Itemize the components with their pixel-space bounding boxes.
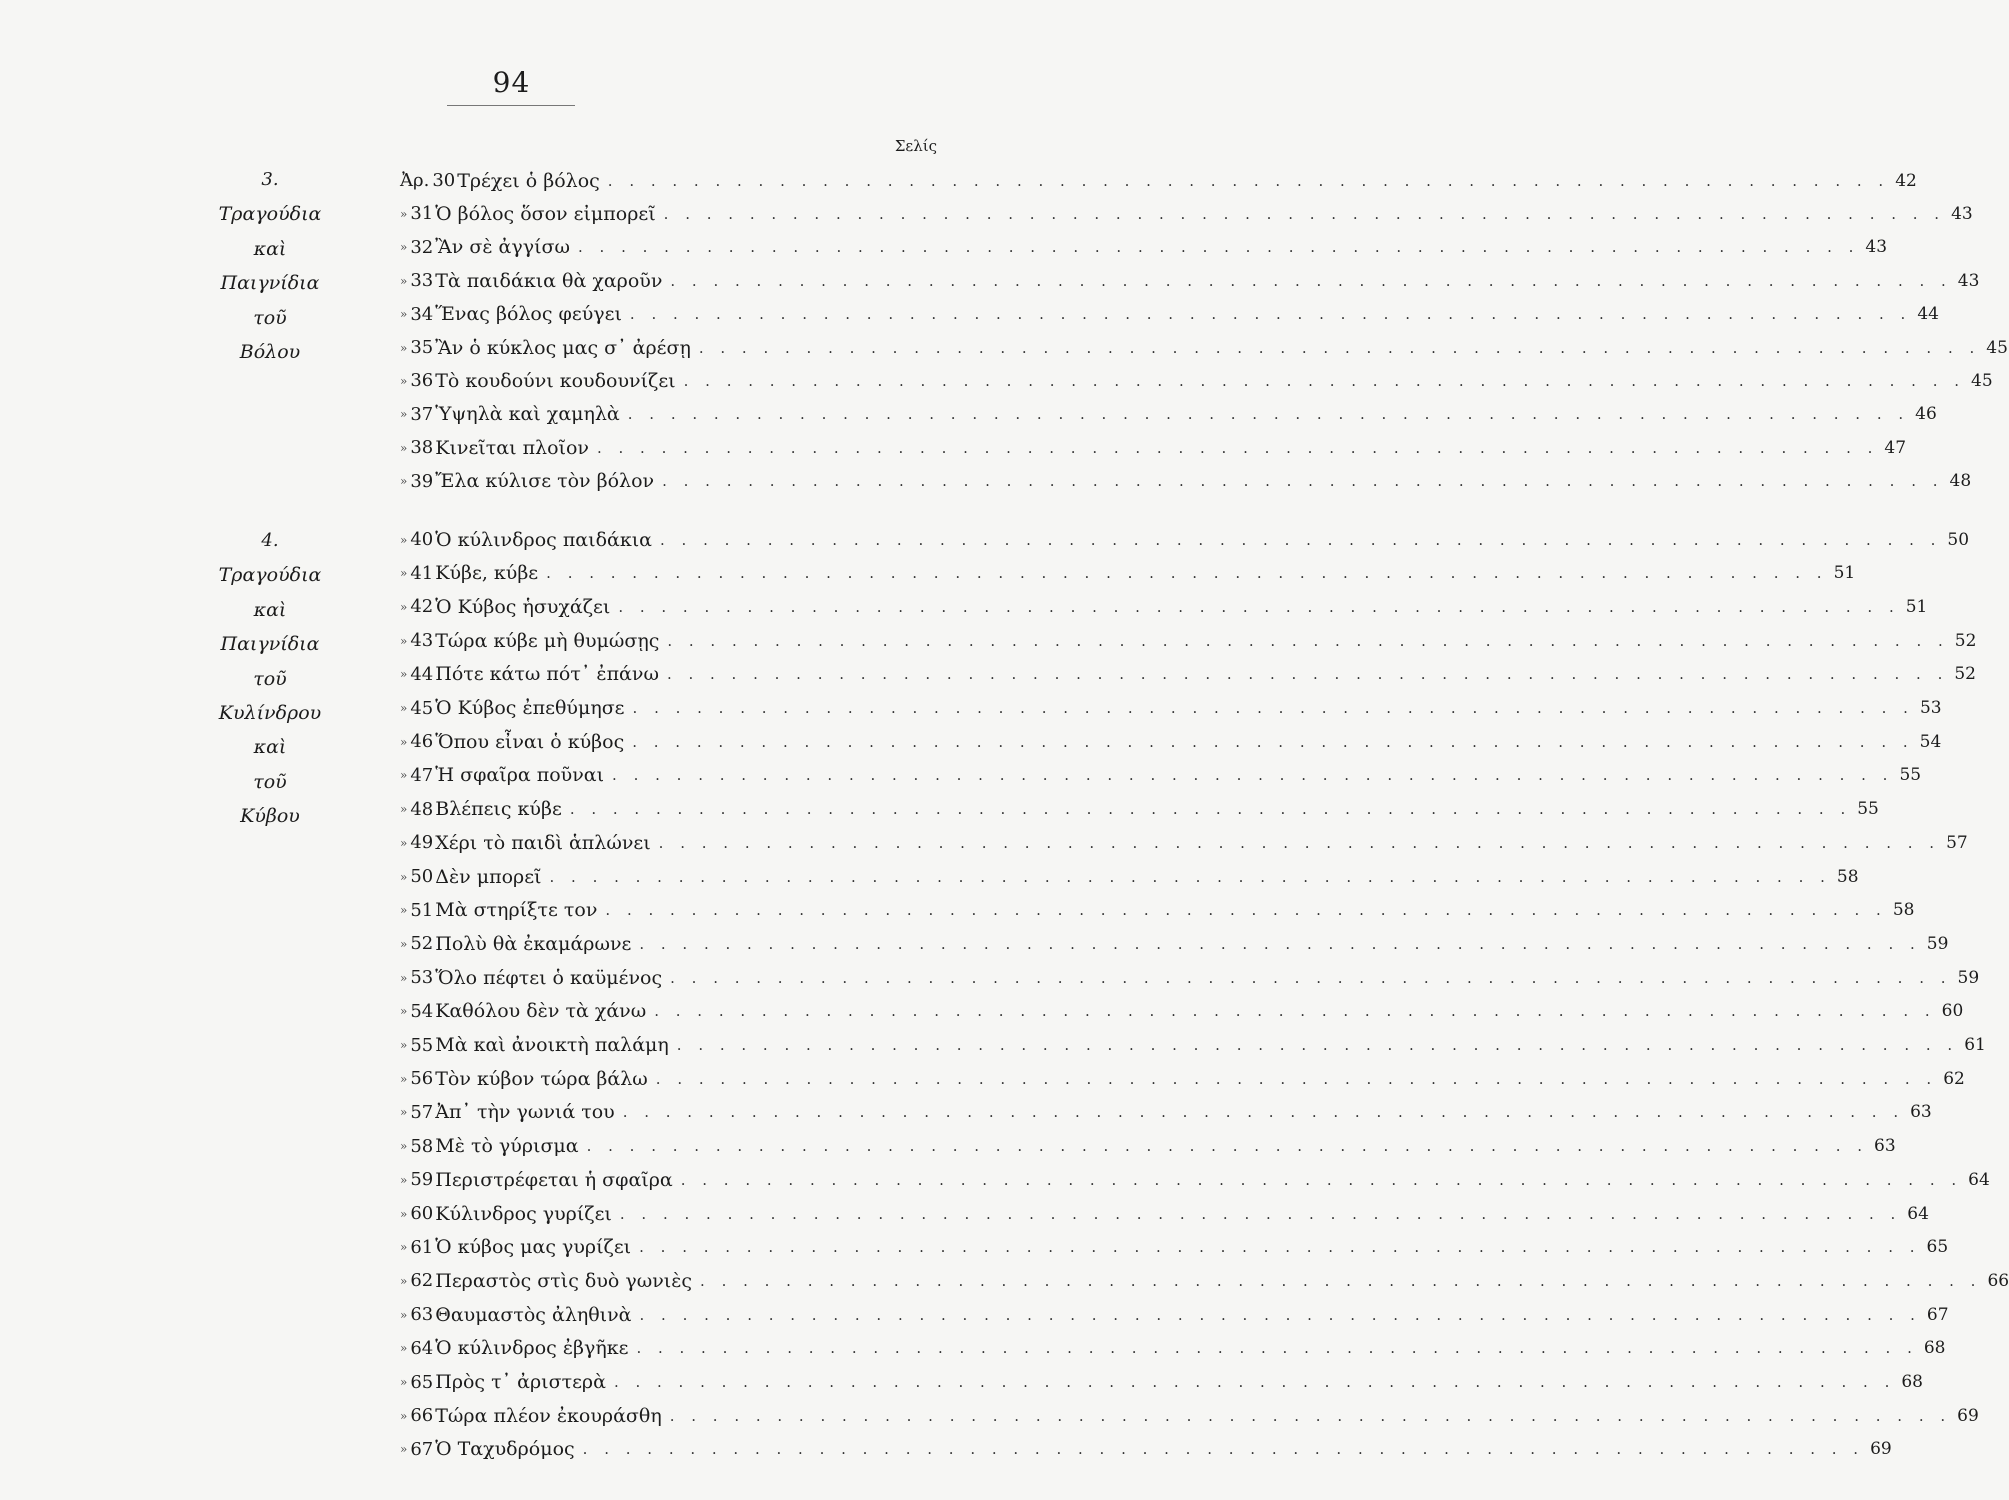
entry-title: Ὁ Κύβος ἡσυχάζει (435, 595, 611, 618)
dot-leader: . . . . . . . . . . . . . . . . . . . . . . . . . . . . . . . . . . . . . . . . . . . . . . . . . . . . . . . . . . . . (680, 1170, 1963, 1189)
dot-leader: . . . . . . . . . . . . . . . . . . . . . . . . . . . . . . . . . . . . . . . . . . . . . . . . . . . . . . . . . . . . (639, 1305, 1921, 1324)
section-title-line: Παιγνίδια (220, 272, 320, 295)
entry-prefix: » (400, 1038, 408, 1052)
entry-prefix: » (400, 474, 408, 489)
dot-leader: . . . . . . . . . . . . . . . . . . . . . . . . . . . . . . . . . . . . . . . . . . . . . . . . . . . . . . . . . . . . (655, 1069, 1938, 1088)
entry-number: 60 (410, 1203, 434, 1224)
toc-entry (400, 1130, 1896, 1163)
entry-page: 63 (1910, 1102, 1932, 1123)
toc-entry (400, 1399, 1979, 1432)
dot-leader: . . . . . . . . . . . . . . . . . . . . . . . . . . . . . . . . . . . . . . . . . . . . . . . . . . . . . . . . . . . . (546, 564, 1828, 583)
section-title-line: τοῦ (253, 306, 287, 329)
entry-number: 55 (410, 1034, 434, 1056)
toc-entry (400, 995, 1964, 1028)
entry-title: Τὰ παιδάκια θὰ χαροῦν (435, 269, 663, 292)
toc-entry (400, 1366, 1923, 1399)
section-title-line: τοῦ (253, 770, 287, 793)
toc-entry (400, 1197, 1929, 1230)
entry-number: 45 (410, 697, 434, 719)
entry-page: 46 (1915, 404, 1937, 425)
dot-leader: . . . . . . . . . . . . . . . . . . . . . . . . . . . . . . . . . . . . . . . . . . . . . . . . . . . . . . . . . . . . (632, 732, 1914, 751)
dot-leader: . . . . . . . . . . . . . . . . . . . . . . . . . . . . . . . . . . . . . . . . . . . . . . . . . . . . . . . . . . . . (629, 305, 1912, 324)
toc-entry (400, 658, 1976, 691)
dot-leader: . . . . . . . . . . . . . . . . . . . . . . . . . . . . . . . . . . . . . . . . . . . . . . . . . . . . . . . . . . . . (658, 833, 1941, 852)
entry-prefix: » (400, 599, 408, 614)
entry-title: Ἂν σὲ ἀγγίσω (435, 236, 571, 259)
entry-title: Βλέπεις κύβε (435, 798, 562, 821)
entry-title: Πρὸς τ᾽ ἀριστερὰ (435, 1371, 606, 1393)
entry-title: Περιστρέφεται ἡ σφαῖρα (435, 1168, 673, 1191)
dot-leader: . . . . . . . . . . . . . . . . . . . . . . . . . . . . . . . . . . . . . . . . . . . . . . . . . . . . . . . . . . . . (666, 665, 1949, 684)
section-label (145, 524, 395, 834)
entry-page: 48 (1949, 471, 1972, 492)
entry-title: Κύβε, κύβε (435, 562, 539, 585)
dot-leader: . . . . . . . . . . . . . . . . . . . . . . . . . . . . . . . . . . . . . . . . . . . . . . . . . . . . . . . . . . . . (662, 472, 1944, 491)
entry-prefix: » (400, 407, 408, 422)
dot-leader: . . . . . . . . . . . . . . . . . . . . . . . . . . . . . . . . . . . . . . . . . . . . . . . . . . . . . . . . . . . . (607, 171, 1890, 190)
toc-entry (400, 624, 1977, 657)
entry-prefix: » (400, 440, 408, 455)
entry-number: 57 (410, 1101, 434, 1123)
toc-entry (400, 1433, 1892, 1466)
section-title-line: καὶ (253, 598, 287, 621)
entry-prefix: » (400, 903, 408, 918)
entry-page: 43 (1957, 270, 1980, 291)
entry-prefix: » (400, 532, 408, 547)
entry-prefix: » (400, 1105, 408, 1120)
entry-page: 67 (1926, 1304, 1949, 1325)
entry-title: Ὁ κύλινδρος παιδάκια (435, 528, 653, 551)
dot-leader: . . . . . . . . . . . . . . . . . . . . . . . . . . . . . . . . . . . . . . . . . . . . . . . . . . . . . . . . . . . . (639, 1238, 1921, 1257)
entry-prefix: » (400, 802, 408, 817)
toc-entry (400, 1029, 1986, 1062)
entry-prefix: » (400, 768, 408, 783)
entry-number: 51 (410, 899, 434, 921)
section-title-line: τοῦ (253, 667, 287, 690)
entry-page: 58 (1892, 900, 1915, 921)
entry-title: Τὸν κύβον τώρα βάλω (435, 1067, 648, 1090)
entry-page: 55 (1899, 765, 1922, 786)
entry-prefix: » (400, 1206, 408, 1221)
entry-page: 44 (1917, 304, 1939, 325)
entry-prefix: » (400, 1341, 408, 1356)
dot-leader: . . . . . . . . . . . . . . . . . . . . . . . . . . . . . . . . . . . . . . . . . . . . . . . . . . . . . . . . . . . . (670, 271, 1952, 290)
entry-page: 45 (1971, 370, 1993, 391)
page-column-header: Σελίς (894, 137, 937, 155)
section-number: 4. (261, 530, 279, 551)
dot-leader: . . . . . . . . . . . . . . . . . . . . . . . . . . . . . . . . . . . . . . . . . . . . . . . . . . . . . . . . . . . . (700, 1271, 1982, 1290)
page-number: 94 (492, 66, 531, 99)
entry-prefix: » (400, 667, 408, 682)
entry-page: 64 (1968, 1169, 1990, 1190)
dot-leader: . . . . . . . . . . . . . . . . . . . . . . . . . . . . . . . . . . . . . . . . . . . . . . . . . . . . . . . . . . . . (605, 901, 1887, 920)
dot-leader: . . . . . . . . . . . . . . . . . . . . . . . . . . . . . . . . . . . . . . . . . . . . . . . . . . . . . . . . . . . . (654, 1002, 1936, 1021)
toc-entry (400, 364, 1993, 397)
entry-page: 54 (1919, 731, 1942, 752)
toc-entry (400, 1264, 2009, 1297)
entry-prefix: » (400, 734, 408, 749)
entry-title: Ἂν ὁ κύκλος μας σ᾽ ἀρέσῃ (435, 336, 691, 359)
entry-number: 47 (410, 764, 434, 786)
entry-number: 34 (410, 303, 434, 325)
entry-title: Τώρα πλέον ἐκουράσθη (435, 1404, 662, 1427)
entry-number: 67 (410, 1438, 434, 1460)
entry-page: 57 (1946, 832, 1968, 853)
entry-number: 41 (410, 562, 434, 584)
entry-page: 52 (1954, 630, 1977, 651)
entry-prefix: » (400, 1307, 408, 1322)
entry-number: 54 (410, 1000, 434, 1022)
section-title-line: Τραγούδια (218, 564, 322, 587)
entry-prefix: » (400, 1375, 408, 1389)
entry-number: 56 (410, 1068, 434, 1090)
header-rule (447, 105, 575, 106)
toc-entry (400, 465, 1972, 498)
entry-page: 59 (1957, 967, 1980, 988)
entry-page: 68 (1923, 1338, 1946, 1359)
toc-entry (400, 298, 1939, 331)
entry-title: Ὁ κύβος μας γυρίζει (435, 1236, 632, 1259)
entry-number: 49 (410, 832, 434, 854)
entry-title: Ὁ κύλινδρος ἐβγῆκε (435, 1337, 629, 1360)
dot-leader: . . . . . . . . . . . . . . . . . . . . . . . . . . . . . . . . . . . . . . . . . . . . . . . . . . . . . . . . . . . . (669, 1406, 1952, 1425)
dot-leader: . . . . . . . . . . . . . . . . . . . . . . . . . . . . . . . . . . . . . . . . . . . . . . . . . . . . . . . . . . . . (619, 1204, 1902, 1223)
dot-leader: . . . . . . . . . . . . . . . . . . . . . . . . . . . . . . . . . . . . . . . . . . . . . . . . . . . . . . . . . . . . (582, 1440, 1865, 1459)
entry-number: 52 (410, 933, 434, 955)
entry-prefix: » (400, 307, 408, 322)
entry-page: 51 (1833, 563, 1856, 584)
entry-prefix: » (400, 373, 408, 388)
toc-entry (400, 331, 2008, 364)
entry-page: 51 (1905, 596, 1928, 617)
toc-entry (400, 523, 1970, 556)
entry-page: 61 (1964, 1035, 1986, 1055)
entry-page: 43 (1951, 203, 1973, 224)
toc-entry (400, 1163, 1990, 1196)
entry-page: 43 (1865, 237, 1888, 258)
entry-page: 55 (1857, 799, 1879, 820)
dot-leader: . . . . . . . . . . . . . . . . . . . . . . . . . . . . . . . . . . . . . . . . . . . . . . . . . . . . . . . . . . . . (627, 405, 1910, 424)
section-title-line: Βόλου (239, 340, 301, 363)
entry-title: Ἔλα κύλισε τὸν βόλον (435, 470, 655, 493)
toc-entry (400, 431, 1907, 464)
toc-entry (400, 793, 1879, 826)
entry-title: Θαυμαστὸς ἀληθινὰ (435, 1303, 632, 1326)
dot-leader: . . . . . . . . . . . . . . . . . . . . . . . . . . . . . . . . . . . . . . . . . . . . . . . . . . . . . . . . . . . . (667, 631, 1949, 650)
entry-page: 50 (1947, 529, 1970, 550)
entry-title: Ἀπ᾽ τὴν γωνιά του (435, 1101, 615, 1124)
section-number: 3. (261, 169, 279, 190)
entry-title: Πότε κάτω πότ᾽ ἐπάνω (435, 663, 659, 686)
entry-title: Ὁ Ταχυδρόμος (435, 1438, 575, 1461)
entry-prefix: » (400, 701, 408, 715)
section-title-line: Κύβου (240, 805, 300, 828)
entry-prefix: » (400, 633, 408, 648)
entry-title: Ἡ σφαῖρα ποῦναι (435, 764, 605, 787)
entry-prefix: » (400, 1139, 408, 1154)
toc-entry (400, 826, 1968, 859)
entry-number: 32 (410, 236, 434, 258)
entry-title: Ὅλο πέφτει ὁ καϋμένος (435, 966, 663, 989)
dot-leader: . . . . . . . . . . . . . . . . . . . . . . . . . . . . . . . . . . . . . . . . . . . . . . . . . . . . . . . . . . . . (586, 1137, 1869, 1156)
toc-entry (400, 1062, 1965, 1095)
entry-number: 42 (410, 596, 434, 618)
entry-title: Τὸ κουδούνι κουδουνίζει (435, 369, 676, 392)
entry-page: 66 (1987, 1270, 2009, 1291)
toc-entry (400, 1332, 1946, 1365)
entry-page: 63 (1874, 1136, 1896, 1157)
entry-number: 33 (410, 270, 434, 292)
toc-entry (400, 692, 1942, 725)
dot-leader: . . . . . . . . . . . . . . . . . . . . . . . . . . . . . . . . . . . . . . . . . . . . . . . . . . . . . . . . . . . . (569, 800, 1852, 819)
toc-entry (400, 725, 1942, 758)
dot-leader: . . . . . . . . . . . . . . . . . . . . . . . . . . . . . . . . . . . . . . . . . . . . . . . . . . . . . . . . . . . . (613, 1373, 1896, 1391)
entry-title: Κύλινδρος γυρίζει (435, 1202, 612, 1225)
section-title-line: Κυλίνδρου (218, 701, 322, 724)
entry-prefix: » (400, 970, 408, 985)
entry-number: 50 (410, 866, 434, 887)
dot-leader: . . . . . . . . . . . . . . . . . . . . . . . . . . . . . . . . . . . . . . . . . . . . . . . . . . . . . . . . . . . . (612, 766, 1894, 785)
dot-leader: . . . . . . . . . . . . . . . . . . . . . . . . . . . . . . . . . . . . . . . . . . . . . . . . . . . . . . . . . . . . (578, 238, 1860, 257)
section-title-line: Παιγνίδια (220, 633, 320, 656)
toc-entry (400, 961, 1980, 994)
dot-leader: . . . . . . . . . . . . . . . . . . . . . . . . . . . . . . . . . . . . . . . . . . . . . . . . . . . . . . . . . . . . (636, 1339, 1918, 1358)
section-title-line: καὶ (253, 736, 287, 759)
entry-title: Ἕνας βόλος φεύγει (435, 303, 622, 326)
entry-title: Πολὺ θὰ ἐκαμάρωνε (435, 932, 632, 955)
toc-entry (400, 197, 1973, 230)
dot-leader: . . . . . . . . . . . . . . . . . . . . . . . . . . . . . . . . . . . . . . . . . . . . . . . . . . . . . . . . . . . . (596, 438, 1879, 457)
toc-entry (400, 894, 1915, 927)
toc-entry (400, 759, 1922, 792)
entry-prefix: » (400, 1071, 408, 1086)
entry-number: 40 (410, 529, 434, 550)
toc-entry (400, 590, 1928, 623)
entry-title: Ὅπου εἶναι ὁ κύβος (435, 730, 625, 753)
entry-number: 63 (410, 1304, 434, 1326)
entry-number: 36 (410, 370, 434, 392)
dot-leader: . . . . . . . . . . . . . . . . . . . . . . . . . . . . . . . . . . . . . . . . . . . . . . . . . . . . . . . . . . . . (683, 371, 1966, 390)
entry-number: 31 (410, 203, 434, 225)
section-title-line: καὶ (253, 237, 287, 260)
toc-entry (400, 557, 1856, 590)
entry-number: 53 (410, 967, 434, 989)
entry-page: 64 (1907, 1203, 1929, 1224)
entry-title: Καθόλου δὲν τὰ χάνω (435, 1000, 647, 1023)
entry-title: Μὰ στηρίξτε τον (435, 899, 598, 922)
entry-page: 59 (1926, 933, 1949, 954)
entry-prefix: Ἀρ. (400, 170, 430, 191)
entry-number: 65 (410, 1371, 434, 1393)
entry-prefix: » (400, 1273, 408, 1288)
entry-title: Μὲ τὸ γύρισμα (435, 1135, 579, 1158)
entry-number: 37 (410, 403, 434, 425)
entry-prefix: » (400, 1240, 408, 1255)
dot-leader: . . . . . . . . . . . . . . . . . . . . . . . . . . . . . . . . . . . . . . . . . . . . . . . . . . . . . . . . . . . . (632, 699, 1914, 717)
entry-number: 39 (410, 470, 434, 492)
entry-prefix: » (400, 869, 408, 884)
toc-entry (400, 860, 1859, 893)
entry-number: 61 (410, 1236, 434, 1258)
entry-prefix: » (400, 566, 408, 581)
entry-page: 62 (1943, 1068, 1965, 1089)
entry-title: Δὲν μπορεῖ (435, 865, 542, 888)
entry-prefix: » (400, 1408, 408, 1423)
entry-title: Μὰ καὶ ἀνοικτὴ παλάμη (435, 1034, 669, 1056)
entry-number: 35 (410, 337, 434, 358)
entry-page: 69 (1957, 1405, 1979, 1426)
entry-page: 53 (1919, 698, 1942, 718)
toc-entry (400, 927, 1949, 960)
entry-page: 52 (1954, 664, 1976, 685)
entry-prefix: » (400, 206, 408, 221)
entry-prefix: » (400, 835, 408, 850)
entry-number: 66 (410, 1405, 434, 1427)
entry-number: 64 (410, 1337, 434, 1359)
entry-page: 42 (1895, 170, 1917, 191)
toc-entry (400, 1231, 1949, 1264)
entry-number: 44 (410, 663, 434, 685)
entry-title: Κινεῖται πλοῖον (435, 436, 589, 459)
dot-leader: . . . . . . . . . . . . . . . . . . . . . . . . . . . . . . . . . . . . . . . . . . . . . . . . . . . . . . . . . . . . (670, 968, 1952, 987)
entry-prefix: » (400, 936, 408, 951)
entry-title: Ὁ βόλος ὅσον εἰμπορεῖ (435, 202, 656, 225)
entry-number: 38 (410, 437, 434, 459)
entry-prefix: » (400, 240, 408, 255)
dot-leader: . . . . . . . . . . . . . . . . . . . . . . . . . . . . . . . . . . . . . . . . . . . . . . . . . . . . . . . . . . . . (676, 1036, 1959, 1054)
entry-prefix: » (400, 1172, 408, 1187)
entry-number: 59 (410, 1169, 434, 1191)
entry-title: Ὑψηλὰ καὶ χαμηλὰ (435, 403, 620, 426)
dot-leader: . . . . . . . . . . . . . . . . . . . . . . . . . . . . . . . . . . . . . . . . . . . . . . . . . . . . . . . . . . . . (639, 934, 1921, 953)
entry-number: 30 (432, 170, 456, 191)
dot-leader: . . . . . . . . . . . . . . . . . . . . . . . . . . . . . . . . . . . . . . . . . . . . . . . . . . . . . . . . . . . . (618, 597, 1900, 616)
entry-title: Τώρα κύβε μὴ θυμώσῃς (435, 629, 660, 652)
entry-page: 45 (1986, 337, 2008, 358)
entry-page: 58 (1836, 866, 1859, 887)
dot-leader: . . . . . . . . . . . . . . . . . . . . . . . . . . . . . . . . . . . . . . . . . . . . . . . . . . . . . . . . . . . . (622, 1103, 1905, 1122)
entry-title: Περαστὸς στὶς δυὸ γωνιὲς (435, 1269, 693, 1292)
entry-prefix: » (400, 1442, 408, 1457)
toc-entry (400, 1298, 1949, 1331)
dot-leader: . . . . . . . . . . . . . . . . . . . . . . . . . . . . . . . . . . . . . . . . . . . . . . . . . . . . . . . . . . . . (663, 204, 1946, 223)
entry-title: Χέρι τὸ παιδὶ ἁπλώνει (435, 831, 651, 854)
entry-page: 68 (1901, 1372, 1923, 1392)
entry-number: 48 (410, 798, 434, 820)
entry-title: Ὁ Κύβος ἐπεθύμησε (435, 697, 625, 719)
dot-leader: . . . . . . . . . . . . . . . . . . . . . . . . . . . . . . . . . . . . . . . . . . . . . . . . . . . . . . . . . . . . (549, 867, 1831, 886)
toc-entry (400, 264, 1980, 297)
entry-title: Τρέχει ὁ βόλος (457, 169, 600, 192)
toc-entry (400, 398, 1937, 431)
section-label (145, 163, 395, 369)
entry-page: 69 (1870, 1439, 1892, 1460)
dot-leader: . . . . . . . . . . . . . . . . . . . . . . . . . . . . . . . . . . . . . . . . . . . . . . . . . . . . . . . . . . . . (698, 338, 1981, 357)
toc-entry (400, 164, 1917, 197)
dot-leader: . . . . . . . . . . . . . . . . . . . . . . . . . . . . . . . . . . . . . . . . . . . . . . . . . . . . . . . . . . . . (660, 530, 1942, 549)
entry-number: 58 (410, 1135, 434, 1157)
toc-entry (400, 231, 1888, 264)
section-title-line: Τραγούδια (218, 203, 322, 226)
entry-number: 62 (410, 1270, 434, 1292)
entry-page: 60 (1941, 1001, 1964, 1022)
entry-page: 65 (1926, 1237, 1949, 1258)
entry-number: 46 (410, 731, 434, 753)
entry-prefix: » (400, 1004, 408, 1019)
entry-number: 43 (410, 630, 434, 652)
toc-entry (400, 1096, 1932, 1129)
entry-page: 47 (1884, 437, 1907, 458)
entry-prefix: » (400, 340, 408, 355)
entry-prefix: » (400, 273, 408, 288)
